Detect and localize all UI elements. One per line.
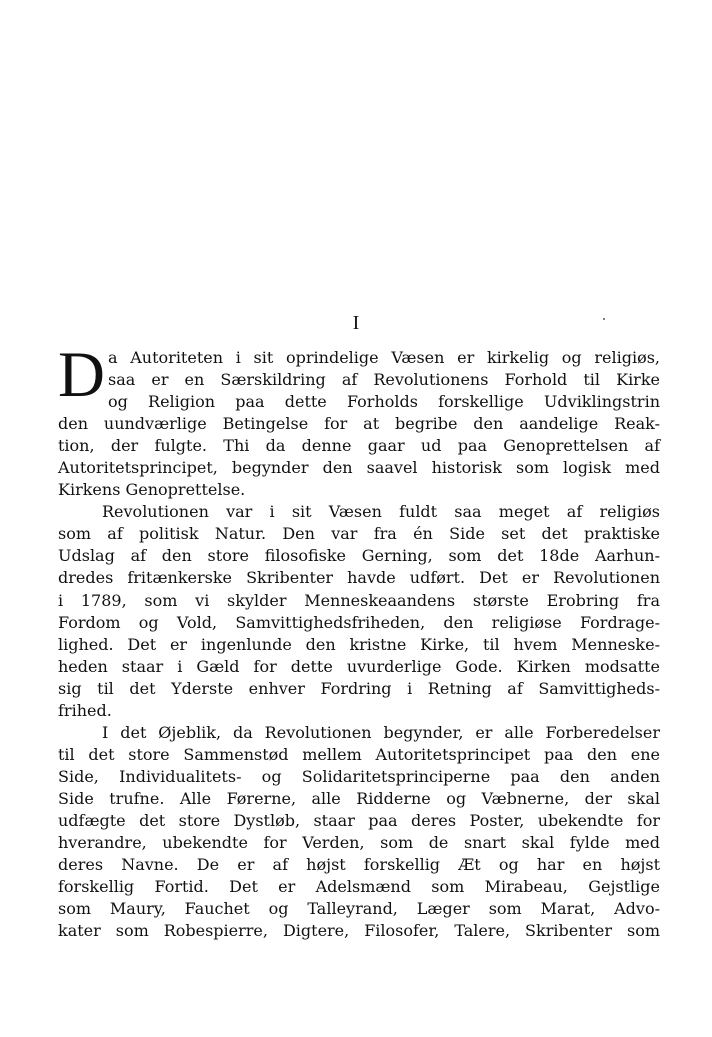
chapter-numeral: I: [352, 312, 360, 334]
text-line: som Maury, Fauchet og Talleyrand, Læger som Marat, Advo-: [58, 899, 660, 919]
text-line: forskellig Fortid. Det er Adelsmænd som Mirabeau, Gejstlige: [58, 877, 660, 897]
text-line: Side trufne. Alle Førerne, alle Ridderne og Væbnerne, der skal: [58, 788, 660, 808]
text-line: I det Øjeblik, da Revolutionen begynder, er alle Forberedelser: [102, 722, 660, 742]
text-line: hverandre, ubekendte for Verden, som de snart skal fylde med: [58, 833, 660, 853]
text-line: Revolutionen var i sit Væsen fuldt saa meget af religiøs: [102, 502, 660, 522]
text-line: saa er en Særskildring af Revolutionens Forhold til Kirke: [108, 370, 660, 390]
text-line: heden staar i Gæld for dette uvurderlige Gode. Kirken modsatte: [58, 656, 660, 676]
text-line: kater som Robespierre, Digtere, Filosofer, Talere, Skribenter som: [58, 921, 660, 941]
text-line: som af politisk Natur. Den var fra én Side set det praktiske: [58, 524, 660, 544]
text-line: Kirkens Genoprettelse.: [58, 480, 246, 500]
text-line: dredes fritænkerske Skribenter havde udført. Det er Revolutionen: [58, 568, 660, 588]
text-line: tion, der fulgte. Thi da denne gaar ud paa Genoprettelsen af: [58, 436, 660, 456]
drop-cap-initial: D: [58, 339, 105, 411]
text-line: Side, Individualitets- og Solidaritetsprinciperne paa den anden: [58, 766, 660, 786]
text-line: Fordom og Vold, Samvittighedsfriheden, den religiøse Fordrage-: [58, 612, 660, 632]
text-line: a Autoriteten i sit oprindelige Væsen er kirkelig og religiøs,: [108, 348, 660, 367]
text-line: den uundværlige Betingelse for at begribe den aandelige Reak-: [58, 414, 660, 434]
text-line: og Religion paa dette Forholds forskellige Udviklingstrin: [108, 392, 660, 412]
text-line: Udslag af den store filosofiske Gerning, som det 18de Aarhun-: [58, 546, 660, 566]
text-line: i 1789, som vi skylder Menneskeaandens største Erobring fra: [58, 590, 660, 610]
text-line: sig til det Yderste enhver Fordring i Retning af Samvittigheds-: [58, 678, 660, 698]
text-line: lighed. Det er ingenlunde den kristne Kirke, til hvem Menneske-: [58, 634, 660, 654]
text-line: udfægte det store Dystløb, staar paa deres Poster, ubekendte for: [58, 810, 660, 830]
text-line: til det store Sammenstød mellem Autoritetsprincipet paa den ene: [58, 744, 660, 764]
body-text: [58, 339, 660, 942]
text-line: deres Navne. De er af højst forskellig Æt og har en højst: [58, 855, 660, 875]
text-line: Autoritetsprincipet, begynder den saavel historisk som logisk med: [58, 458, 660, 478]
text-line: frihed.: [58, 700, 112, 720]
print-speck: [603, 318, 605, 320]
